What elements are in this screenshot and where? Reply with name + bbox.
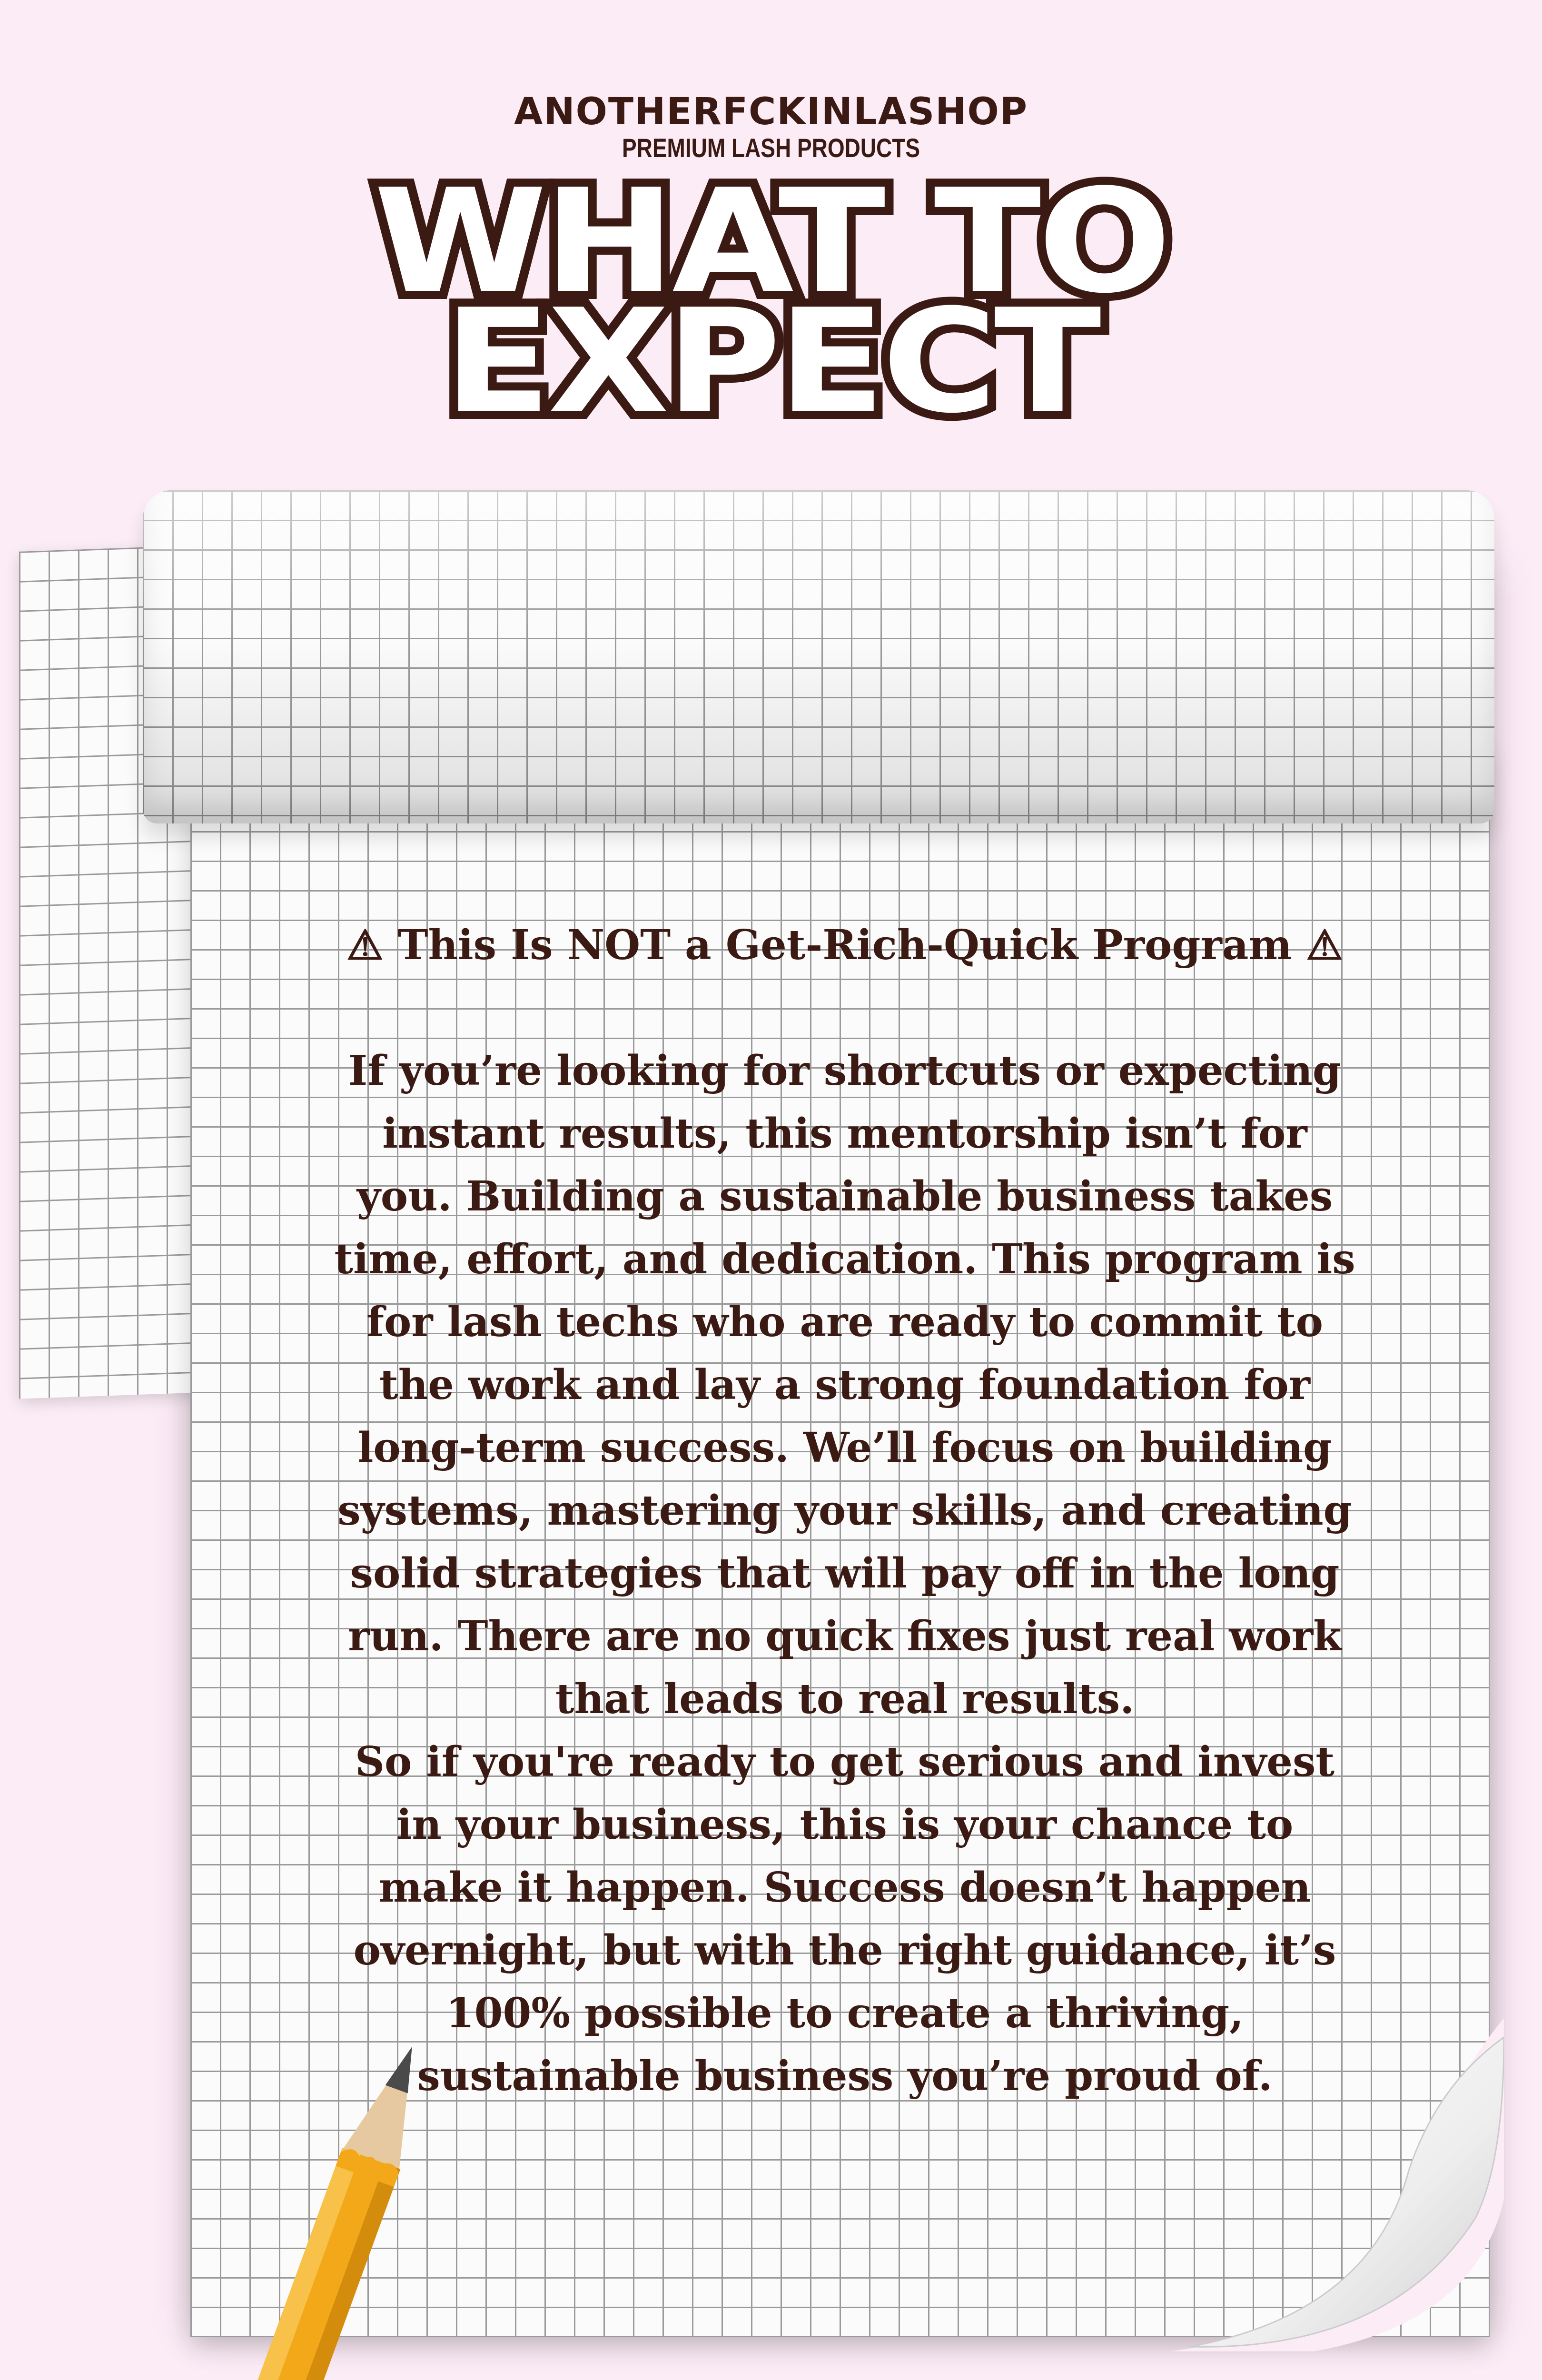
note-paragraph-2: So if you're ready to get serious and invest in your business, this is your chance to make it happen. Success doesn’t happen overnight, but with the right guidance, it’s 100% possible to create a thriving, sustainable business you’re proud of. bbox=[353, 1738, 1336, 2100]
notepad-rolled-top-shade bbox=[143, 490, 1494, 823]
note-content bbox=[333, 914, 1356, 2108]
brand-name: ANOTHERFCKINLASHOP bbox=[514, 90, 1028, 133]
note-heading: ⚠ This Is NOT a Get-Rich-Quick Program ⚠ bbox=[346, 921, 1343, 969]
headline-line-2: EXPECT bbox=[444, 278, 1098, 445]
note-paragraph-1: If you’re looking for shortcuts or expecting instant results, this mentorship isn’t for you. Building a sustainable business takes time, effort, and dedication. This program is for lash techs who are ready to commit to the work and lay a strong foundation for long-term success. We’ll focus on building systems, mastering your skills, and creating solid strategies that will pay off in the long run. There are no quick fixes just real work that leads to real results. bbox=[334, 1047, 1355, 1723]
pencil-icon bbox=[124, 2013, 485, 2380]
brand-tagline: PREMIUM LASH PRODUCTS bbox=[622, 133, 920, 163]
headline-line-1: WHAT TO bbox=[374, 159, 1168, 325]
